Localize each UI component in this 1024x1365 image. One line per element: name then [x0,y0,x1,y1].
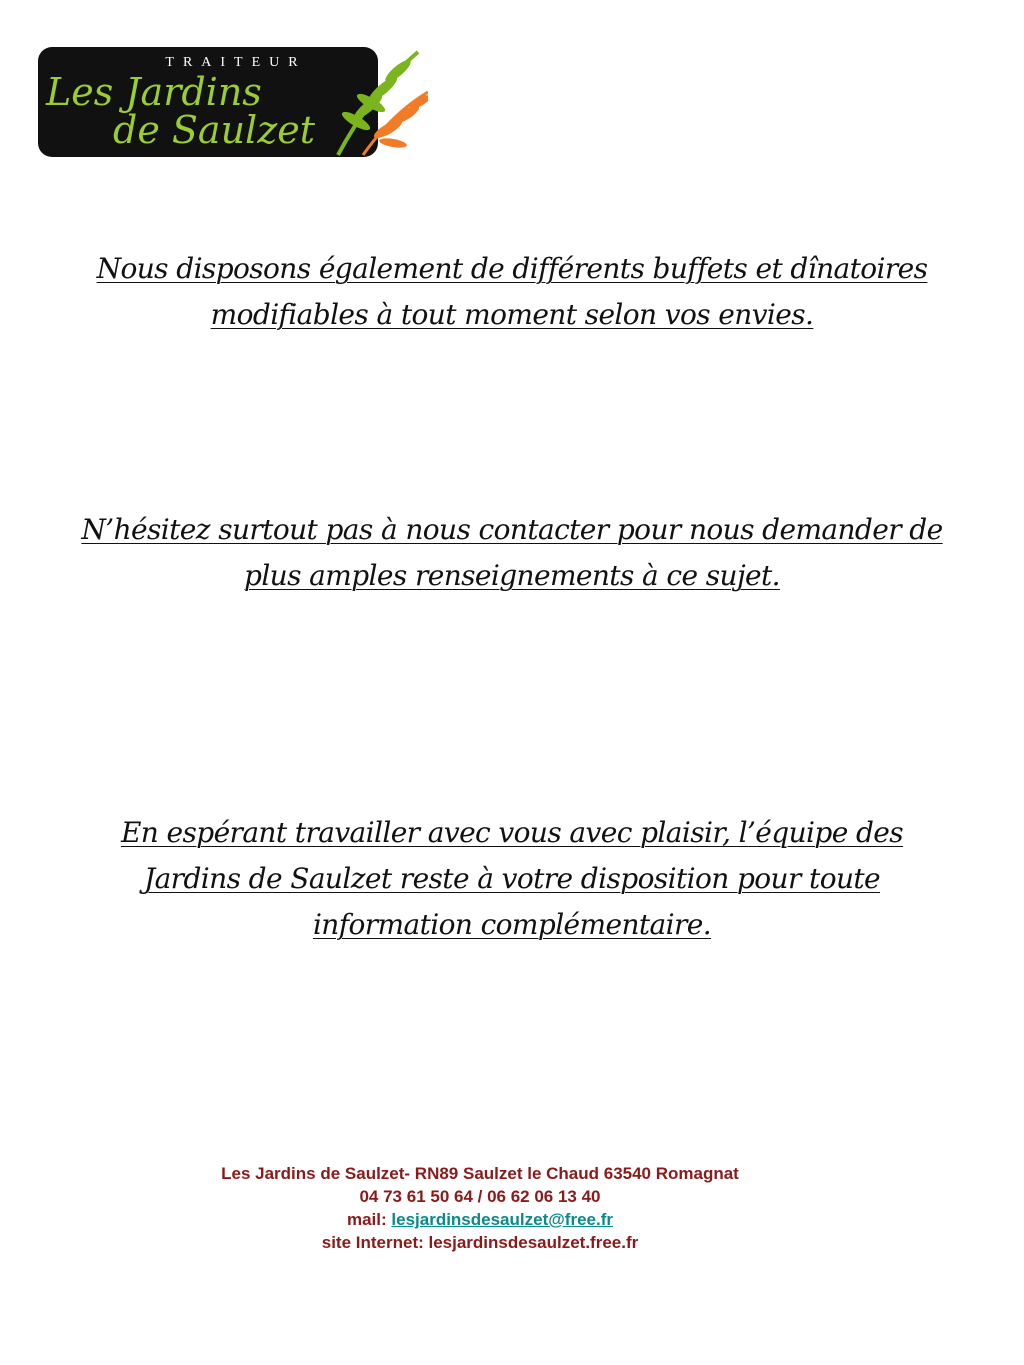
paragraph-buffets: Nous disposons également de différents buffets et dînatoires modifiables à tout moment selon vos envies. [96,252,928,331]
footer-phones: 04 73 61 50 64 / 06 62 06 13 40 [359,1187,601,1206]
footer-mail-link[interactable]: lesjardinsdesaulzet@free.fr [391,1210,613,1229]
footer-mail [130,1208,830,1231]
footer-mail-label: mail: [346,1210,392,1229]
paragraph-closing: En espérant travailler avec vous avec plaisir, l’équipe des Jardins de Saulzet reste à votre disposition pour toute information complémentaire. [120,816,904,941]
logo-traiteur: TRAITEUR [165,55,307,70]
footer-site: site Internet: lesjardinsdesaulzet.free.fr [321,1233,639,1252]
logo-line-les-jardins: Les Jardins [46,70,262,114]
footer-address: Les Jardins de Saulzet- RN89 Saulzet le Chaud 63540 Romagnat [221,1164,739,1183]
footer-contact-info [130,1162,830,1254]
logo-line-de-saulzet: de Saulzet [113,108,315,152]
company-logo [38,47,428,157]
paragraph-contact: N’hésitez surtout pas à nous contacter pour nous demander de plus amples renseignements à ce sujet. [81,513,943,592]
